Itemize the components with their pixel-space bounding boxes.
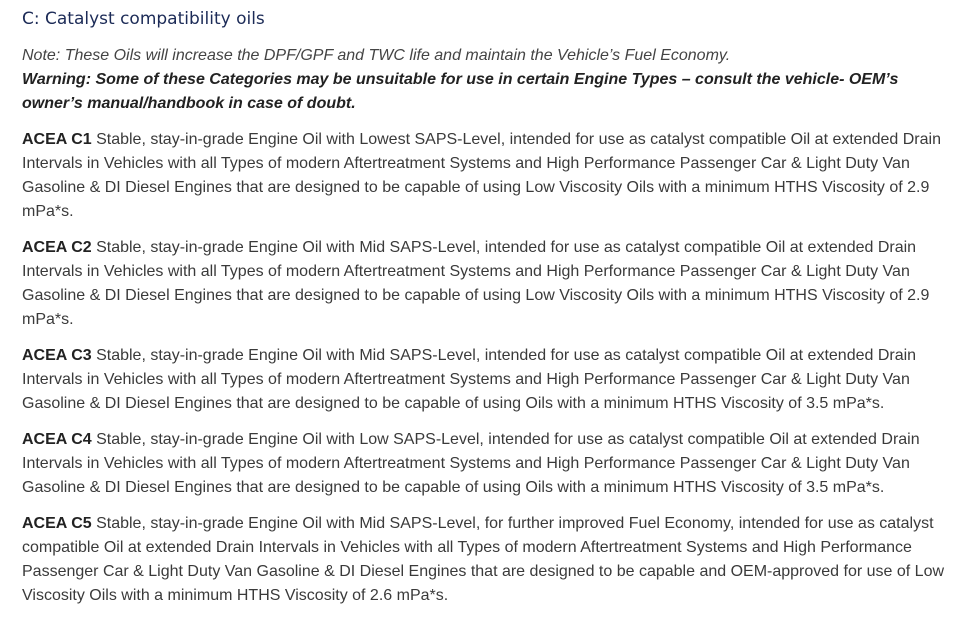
section-heading: C: Catalyst compatibility oils bbox=[22, 9, 265, 29]
spec-code: ACEA C1 bbox=[22, 131, 92, 148]
spec-description: Stable, stay-in-grade Engine Oil with Mid SAPS-Level, intended for use as catalyst compatible Oil at extended Drain Intervals in Vehicles with all Types of modern Aftertreatment Systems and High Performance Passenger Car & Light Duty Van Gasoline & DI Diesel Engines that are designed to be capable of using Low Viscosity Oils with a minimum HTHS Viscosity of 2.9 mPa*s. bbox=[22, 239, 930, 328]
spec-paragraph-c1 bbox=[22, 128, 954, 224]
spec-paragraph-c2 bbox=[22, 236, 954, 332]
spec-description: Stable, stay-in-grade Engine Oil with Lowest SAPS-Level, intended for use as catalyst compatible Oil at extended Drain Intervals in Vehicles with all Types of modern Aftertreatment Systems and High Performance Passenger Car & Light Duty Van Gasoline & DI Diesel Engines that are designed to be capable of using Low Viscosity Oils with a minimum HTHS Viscosity of 2.9 mPa*s. bbox=[22, 131, 941, 220]
spec-code: ACEA C3 bbox=[22, 347, 92, 364]
spec-code: ACEA C2 bbox=[22, 239, 92, 256]
spec-description: Stable, stay-in-grade Engine Oil with Mid SAPS-Level, for further improved Fuel Economy, intended for use as catalyst compatible Oil at extended Drain Intervals in Vehicles with all Types of modern Aftertreatment Systems and High Performance Passenger Car & Light Duty Van Gasoline & DI Diesel Engines that are designed to be capable and OEM-approved for use of Low Viscosity Oils with a minimum HTHS Viscosity of 2.6 mPa*s. bbox=[22, 515, 945, 604]
spec-code: ACEA C4 bbox=[22, 431, 92, 448]
spec-paragraph-c3 bbox=[22, 344, 954, 416]
note-text: Note: These Oils will increase the DPF/GPF and TWC life and maintain the Vehicle’s Fuel Economy. bbox=[22, 47, 731, 64]
spec-paragraph-c5 bbox=[22, 512, 954, 608]
spec-paragraph-c4 bbox=[22, 428, 954, 500]
spec-description: Stable, stay-in-grade Engine Oil with Low SAPS-Level, intended for use as catalyst compatible Oil at extended Drain Intervals in Vehicles with all Types of modern Aftertreatment Systems and High Performance Passenger Car & Light Duty Van Gasoline & DI Diesel Engines that are designed to be capable of using Oils with a minimum HTHS Viscosity of 3.5 mPa*s. bbox=[22, 431, 920, 496]
spec-description: Stable, stay-in-grade Engine Oil with Mid SAPS-Level, intended for use as catalyst compatible Oil at extended Drain Intervals in Vehicles with all Types of modern Aftertreatment Systems and High Performance Passenger Car & Light Duty Van Gasoline & DI Diesel Engines that are designed to be capable of using Oils with a minimum HTHS Viscosity of 3.5 mPa*s. bbox=[22, 347, 917, 412]
warning-text: Warning: Some of these Categories may be unsuitable for use in certain Engine Types – consult the vehicle- OEM’s owner’s manual/handbook in case of doubt. bbox=[22, 71, 899, 112]
spec-code: ACEA C5 bbox=[22, 515, 92, 532]
